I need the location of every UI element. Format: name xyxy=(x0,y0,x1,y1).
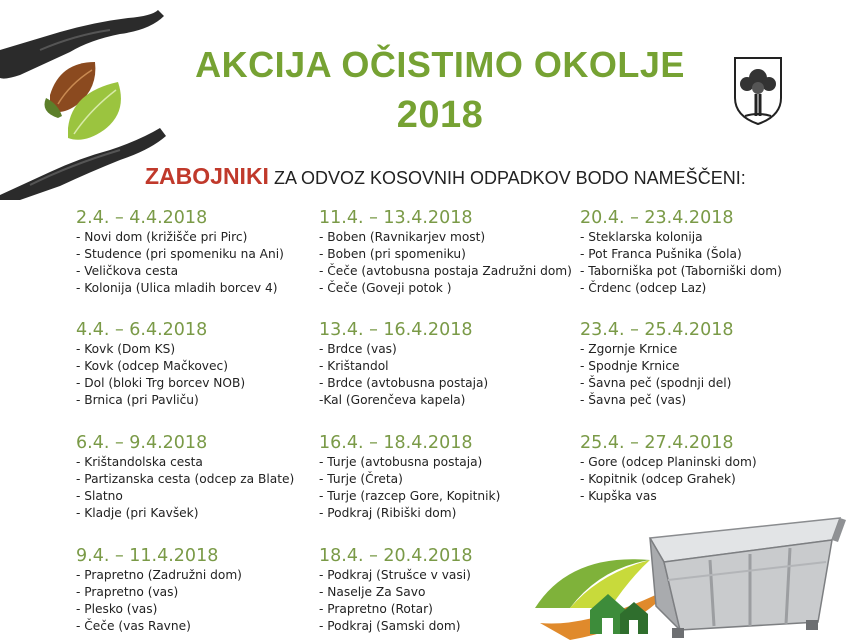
location-item: -Kal (Gorenčeva kapela) xyxy=(319,393,466,407)
location-item: - Pot Franca Pušnika (Šola) xyxy=(580,247,742,261)
date-range: 25.4. – 27.4.2018 xyxy=(580,433,734,453)
date-range: 9.4. – 11.4.2018 xyxy=(76,546,219,566)
date-range: 13.4. – 16.4.2018 xyxy=(319,320,473,340)
waste-container-icon xyxy=(640,510,850,642)
subtitle-emphasis: ZABOJNIKI xyxy=(145,163,269,189)
location-item: - Dol (bloki Trg borcev NOB) xyxy=(76,376,246,390)
date-range: 4.4. – 6.4.2018 xyxy=(76,320,208,340)
location-item: - Brdce (avtobusna postaja) xyxy=(319,376,489,390)
page-title: AKCIJA OČISTIMO OKOLJE xyxy=(195,44,685,85)
location-item: - Prapretno (vas) xyxy=(76,585,179,599)
location-item: - Turje (Čreta) xyxy=(319,472,403,486)
location-item: - Krištandol xyxy=(319,359,389,373)
date-range: 6.4. – 9.4.2018 xyxy=(76,433,208,453)
date-range: 2.4. – 4.4.2018 xyxy=(76,208,208,228)
location-item: - Boben (pri spomeniku) xyxy=(319,247,466,261)
schedule-group xyxy=(580,432,840,505)
location-item: - Kupška vas xyxy=(580,489,657,503)
date-range: 23.4. – 25.4.2018 xyxy=(580,320,734,340)
page-year: 2018 xyxy=(396,94,484,136)
location-item: - Čeče (Goveji potok ) xyxy=(319,281,452,295)
schedule-group xyxy=(319,432,579,522)
location-item: - Podkraj (Strušce v vasi) xyxy=(319,568,471,582)
location-item: - Boben (Ravnikarjev most) xyxy=(319,230,486,244)
location-item: - Kolonija (Ulica mladih borcev 4) xyxy=(76,281,278,295)
location-item: - Naselje Za Savo xyxy=(319,585,426,599)
date-range: 20.4. – 23.4.2018 xyxy=(580,208,734,228)
location-item: - Slatno xyxy=(76,489,123,503)
date-range: 16.4. – 18.4.2018 xyxy=(319,433,473,453)
location-item: - Čeče (vas Ravne) xyxy=(76,619,191,633)
subtitle xyxy=(145,163,785,190)
schedule-group xyxy=(580,319,840,409)
location-item: - Kovk (odcep Mačkovec) xyxy=(76,359,228,373)
location-item: - Turje (razcep Gore, Kopitnik) xyxy=(319,489,501,503)
subtitle-rest: ZA ODVOZ KOSOVNIH ODPADKOV BODO NAMEŠČENI: xyxy=(268,168,746,188)
location-item: - Čeče (avtobusna postaja Zadružni dom) xyxy=(319,264,572,278)
schedule-group xyxy=(76,319,336,409)
location-item: - Brdce (vas) xyxy=(319,342,397,356)
location-item: - Plesko (vas) xyxy=(76,602,158,616)
location-item: - Kovk (Dom KS) xyxy=(76,342,176,356)
oak-tree-coat-of-arms-icon xyxy=(733,56,783,126)
schedule-group xyxy=(76,432,336,522)
location-item: - Podkraj (Samski dom) xyxy=(319,619,461,633)
location-item: - Steklarska kolonija xyxy=(580,230,703,244)
location-item: - Gore (odcep Planinski dom) xyxy=(580,455,757,469)
location-item: - Podkraj (Ribiški dom) xyxy=(319,506,457,520)
location-item: - Kopitnik (odcep Grahek) xyxy=(580,472,736,486)
schedule-group xyxy=(76,207,336,297)
location-item: - Krištandolska cesta xyxy=(76,455,203,469)
location-item: - Brnica (pri Pavliču) xyxy=(76,393,199,407)
schedule-group xyxy=(76,545,336,635)
location-item: - Veličkova cesta xyxy=(76,264,179,278)
location-item: - Turje (avtobusna postaja) xyxy=(319,455,483,469)
date-range: 11.4. – 13.4.2018 xyxy=(319,208,473,228)
location-item: - Zgornje Krnice xyxy=(580,342,678,356)
location-item: - Kladje (pri Kavšek) xyxy=(76,506,199,520)
location-item: - Taborniška pot (Taborniški dom) xyxy=(580,264,782,278)
location-item: - Črdenc (odcep Laz) xyxy=(580,281,707,295)
location-item: - Spodnje Krnice xyxy=(580,359,680,373)
location-item: - Prapretno (Zadružni dom) xyxy=(76,568,242,582)
schedule-group xyxy=(580,207,840,297)
location-item: - Partizanska cesta (odcep za Blate) xyxy=(76,472,295,486)
location-item: - Šavna peč (vas) xyxy=(580,393,687,407)
location-item: - Novi dom (križišče pri Pirc) xyxy=(76,230,248,244)
location-item: - Šavna peč (spodnji del) xyxy=(580,376,732,390)
location-item: - Prapretno (Rotar) xyxy=(319,602,433,616)
schedule-group xyxy=(319,207,579,297)
schedule-group xyxy=(319,319,579,409)
date-range: 18.4. – 20.4.2018 xyxy=(319,546,473,566)
location-item: - Studence (pri spomeniku na Ani) xyxy=(76,247,284,261)
